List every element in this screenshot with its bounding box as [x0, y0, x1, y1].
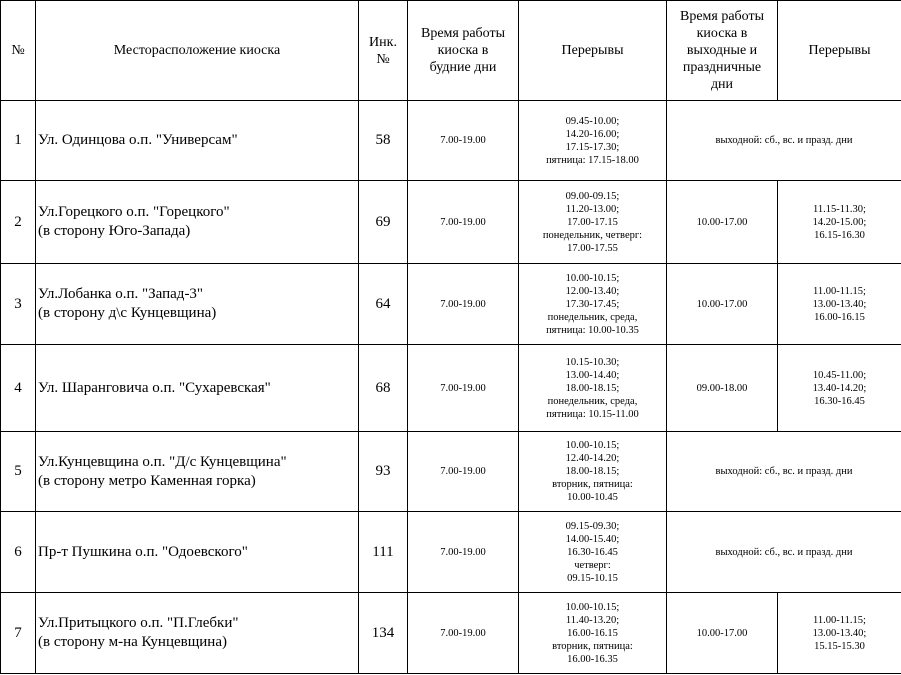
header-weekend-hours: Время работы киоска в выходные и праздничные дни	[667, 1, 778, 101]
weekend-breaks: 10.45-11.00; 13.40-14.20; 16.30-16.45	[778, 345, 901, 432]
header-inventory-number: Инк. №	[359, 1, 408, 101]
weekday-hours: 7.00-19.00	[408, 345, 519, 432]
weekend-hours: 10.00-17.00	[667, 181, 778, 264]
inventory-number: 111	[359, 512, 408, 593]
weekday-breaks: 09.00-09.15; 11.20-13.00; 17.00-17.15 понедельник, четверг: 17.00-17.55	[519, 181, 667, 264]
weekday-breaks: 09.15-09.30; 14.00-15.40; 16.30-16.45 четверг: 09.15-10.15	[519, 512, 667, 593]
weekday-breaks: 10.15-10.30; 13.00-14.40; 18.00-18.15; понедельник, среда, пятница: 10.15-11.00	[519, 345, 667, 432]
weekday-hours: 7.00-19.00	[408, 181, 519, 264]
weekend-hours: 10.00-17.00	[667, 593, 778, 674]
inventory-number: 68	[359, 345, 408, 432]
table-row	[1, 432, 901, 512]
row-number: 7	[1, 593, 36, 674]
table-row	[1, 593, 901, 674]
header-location: Месторасположение киоска	[36, 1, 359, 101]
weekday-hours: 7.00-19.00	[408, 593, 519, 674]
row-number: 5	[1, 432, 36, 512]
row-number: 4	[1, 345, 36, 432]
weekend-hours: 10.00-17.00	[667, 264, 778, 345]
weekday-breaks: 09.45-10.00; 14.20-16.00; 17.15-17.30; пятница: 17.15-18.00	[519, 101, 667, 181]
kiosk-location: Ул.Лобанка о.п. "Запад-3" (в сторону д\с Кунцевщина)	[36, 264, 359, 345]
weekday-breaks: 10.00-10.15; 11.40-13.20; 16.00-16.15 вторник, пятница: 16.00-16.35	[519, 593, 667, 674]
inventory-number: 93	[359, 432, 408, 512]
kiosk-location: Ул. Шаранговича о.п. "Сухаревская"	[36, 345, 359, 432]
header-weekend-breaks: Перерывы	[778, 1, 901, 101]
weekday-hours: 7.00-19.00	[408, 264, 519, 345]
row-number: 3	[1, 264, 36, 345]
table-row	[1, 101, 901, 181]
row-number: 2	[1, 181, 36, 264]
row-number: 1	[1, 101, 36, 181]
header-breaks: Перерывы	[519, 1, 667, 101]
weekend-hours: 09.00-18.00	[667, 345, 778, 432]
kiosk-location: Ул.Притыцкого о.п. "П.Глебки" (в сторону м-на Кунцевщина)	[36, 593, 359, 674]
header-number: №	[1, 1, 36, 101]
inventory-number: 58	[359, 101, 408, 181]
table-row	[1, 512, 901, 593]
weekday-hours: 7.00-19.00	[408, 432, 519, 512]
kiosk-location: Ул.Горецкого о.п. "Горецкого" (в сторону Юго-Запада)	[36, 181, 359, 264]
inventory-number: 134	[359, 593, 408, 674]
row-number: 6	[1, 512, 36, 593]
weekday-hours: 7.00-19.00	[408, 512, 519, 593]
inventory-number: 64	[359, 264, 408, 345]
table-row	[1, 181, 901, 264]
table-row	[1, 264, 901, 345]
weekend-closed-note: выходной: сб., вс. и празд. дни	[667, 512, 901, 593]
table-row	[1, 345, 901, 432]
weekend-breaks: 11.00-11.15; 13.00-13.40; 16.00-16.15	[778, 264, 901, 345]
kiosk-location: Ул. Одинцова о.п. "Универсам"	[36, 101, 359, 181]
weekday-breaks: 10.00-10.15; 12.40-14.20; 18.00-18.15; вторник, пятница: 10.00-10.45	[519, 432, 667, 512]
inventory-number: 69	[359, 181, 408, 264]
weekend-closed-note: выходной: сб., вс. и празд. дни	[667, 432, 901, 512]
header-row	[1, 1, 901, 101]
header-weekday-hours: Время работы киоска в будние дни	[408, 1, 519, 101]
weekend-breaks: 11.00-11.15; 13.00-13.40; 15.15-15.30	[778, 593, 901, 674]
kiosk-location: Ул.Кунцевщина о.п. "Д/с Кунцевщина" (в сторону метро Каменная горка)	[36, 432, 359, 512]
weekend-closed-note: выходной: сб., вс. и празд. дни	[667, 101, 901, 181]
weekend-breaks: 11.15-11.30; 14.20-15.00; 16.15-16.30	[778, 181, 901, 264]
weekday-breaks: 10.00-10.15; 12.00-13.40; 17.30-17.45; понедельник, среда, пятница: 10.00-10.35	[519, 264, 667, 345]
weekday-hours: 7.00-19.00	[408, 101, 519, 181]
kiosk-location: Пр-т Пушкина о.п. "Одоевского"	[36, 512, 359, 593]
